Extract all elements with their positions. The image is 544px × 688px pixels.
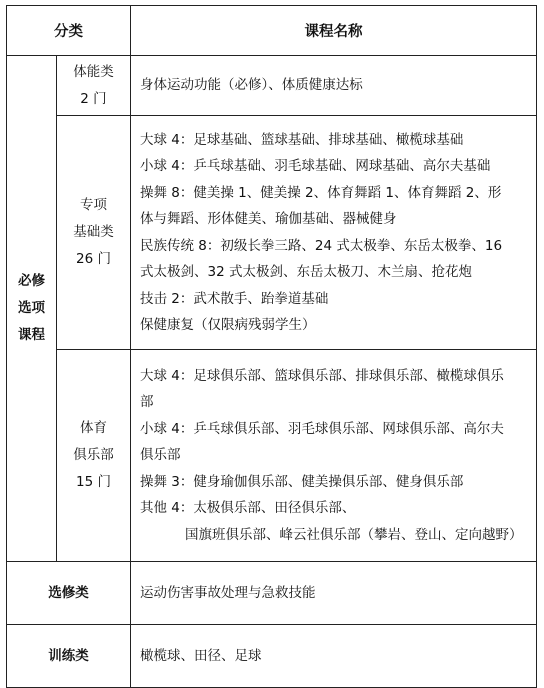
category-label-line: 课程 xyxy=(18,327,45,343)
group-name-line: 体能类 xyxy=(73,63,114,80)
course-list xyxy=(131,56,537,116)
course-line: 运动伤害事故处理与急救技能 xyxy=(140,584,316,601)
course-table xyxy=(6,5,537,688)
header-category: 分类 xyxy=(7,6,131,56)
course-line: 大球 4：足球基础、篮球基础、排球基础、橄榄球基础 xyxy=(140,131,464,148)
course-line: 部 xyxy=(140,394,154,411)
group-name-line: 俱乐部 xyxy=(73,447,114,463)
course-line: 俱乐部 xyxy=(140,447,181,464)
table-row xyxy=(7,562,537,625)
elective-category-label: 选修类 xyxy=(7,562,131,625)
category-label-line: 选项 xyxy=(18,300,45,316)
course-line: 体与舞蹈、形体健美、瑜伽基础、器械健身 xyxy=(140,211,397,227)
table-row xyxy=(7,116,537,350)
training-category-label: 训练类 xyxy=(7,625,131,688)
group-name-line: 体育 xyxy=(80,420,107,436)
course-line: 技击 2：武术散手、跆拳道基础 xyxy=(140,290,329,307)
group-name-line: 15 门 xyxy=(76,474,111,490)
header-course-name: 课程名称 xyxy=(131,6,537,56)
group-name-line: 2 门 xyxy=(80,90,107,107)
course-line: 橄榄球、田径、足球 xyxy=(140,647,262,664)
group-name-line: 专项 xyxy=(80,197,107,213)
table-row xyxy=(7,625,537,688)
course-line: 操舞 8：健美操 1、健美操 2、体育舞蹈 1、体育舞蹈 2、形 xyxy=(140,184,502,201)
course-line: 其他 4：太极俱乐部、田径俱乐部、 xyxy=(140,500,356,517)
group-name-line: 基础类 xyxy=(73,224,114,240)
course-line: 小球 4：乒乓球基础、羽毛球基础、网球基础、高尔夫基础 xyxy=(140,158,491,174)
required-category-label xyxy=(7,56,57,562)
group-name-line: 26 门 xyxy=(76,251,111,267)
group-name xyxy=(57,350,131,562)
course-list xyxy=(131,562,537,625)
category-label-line: 必修 xyxy=(18,273,45,289)
table-row xyxy=(7,350,537,562)
course-list xyxy=(131,350,537,562)
course-line: 国旗班俱乐部、峰云社俱乐部（攀岩、登山、定向越野） xyxy=(185,526,523,543)
course-list xyxy=(131,625,537,688)
course-line: 身体运动功能（必修）、体质健康达标 xyxy=(140,77,363,94)
course-line: 小球 4：乒乓球俱乐部、羽毛球俱乐部、网球俱乐部、高尔夫 xyxy=(140,420,504,437)
course-line: 大球 4：足球俱乐部、篮球俱乐部、排球俱乐部、橄榄球俱乐 xyxy=(140,367,504,384)
course-list xyxy=(131,116,537,350)
course-line: 保健康复（仅限病残弱学生） xyxy=(140,317,316,333)
course-line: 操舞 3：健身瑜伽俱乐部、健美操俱乐部、健身俱乐部 xyxy=(140,473,464,490)
course-line: 式太极剑、32 式太极剑、东岳太极刀、木兰扇、抢花炮 xyxy=(140,264,472,280)
group-name xyxy=(57,116,131,350)
course-line: 民族传统 8：初级长拳三路、24 式太极拳、东岳太极拳、16 xyxy=(140,237,503,254)
header-row xyxy=(7,6,537,56)
table-row xyxy=(7,56,537,116)
group-name xyxy=(57,56,131,116)
